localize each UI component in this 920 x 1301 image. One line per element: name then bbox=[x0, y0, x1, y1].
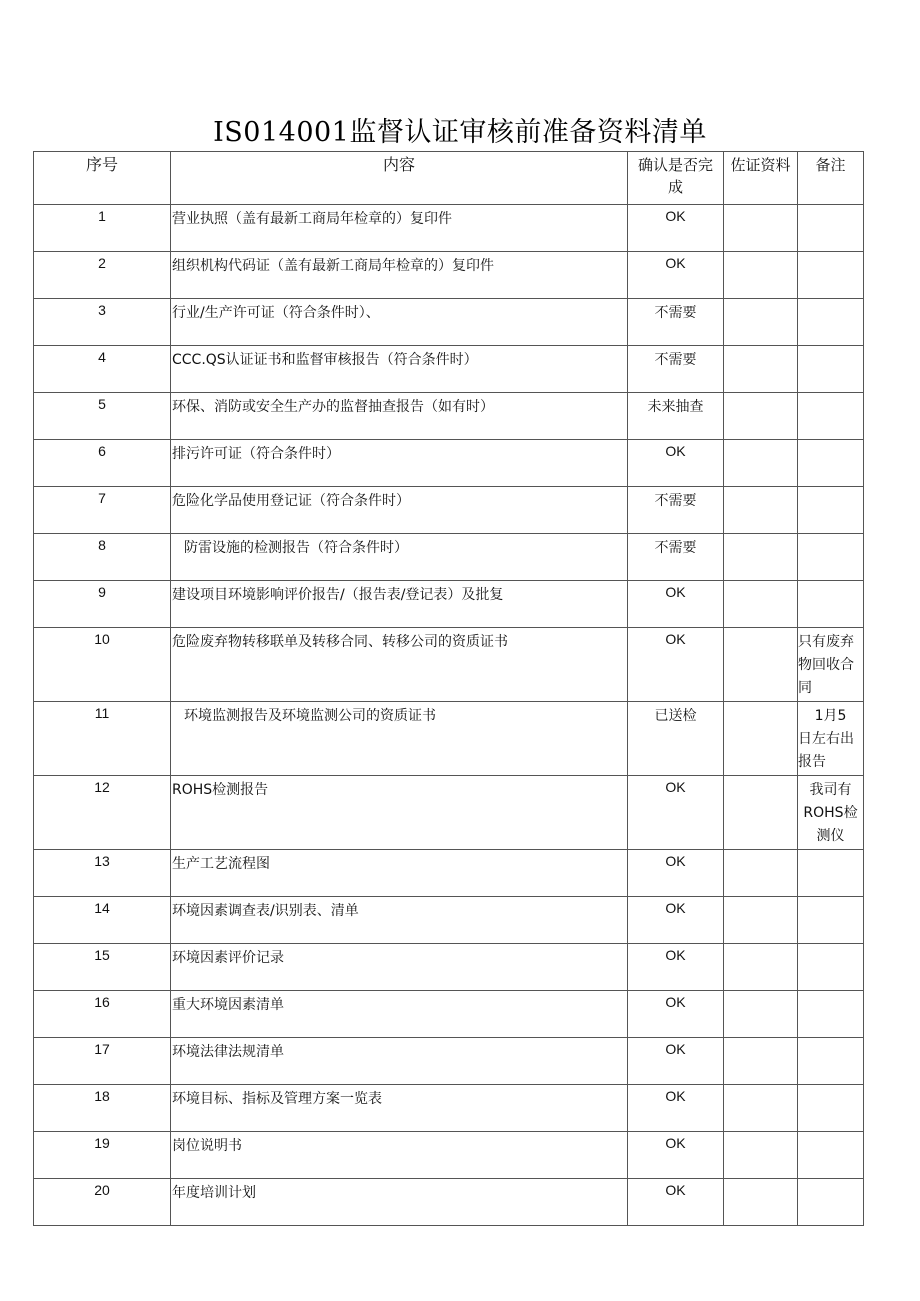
row-confirm: OK bbox=[628, 897, 724, 944]
header-confirm-line2: 成 bbox=[667, 178, 683, 196]
header-seq: 序号 bbox=[34, 152, 171, 205]
row-evidence bbox=[724, 897, 798, 944]
checklist-table bbox=[33, 151, 864, 1226]
row-confirm: 不需要 bbox=[628, 534, 724, 581]
row-evidence bbox=[724, 991, 798, 1038]
row-remark bbox=[798, 991, 864, 1038]
row-content: 环境因素调查表/识别表、清单 bbox=[171, 897, 628, 944]
row-content: CCC.QS认证证书和监督审核报告（符合条件时） bbox=[171, 346, 628, 393]
header-evidence: 佐证资料 bbox=[724, 152, 798, 205]
row-confirm: OK bbox=[628, 776, 724, 850]
row-seq: 16 bbox=[34, 991, 171, 1038]
row-confirm: OK bbox=[628, 1038, 724, 1085]
row-confirm: OK bbox=[628, 850, 724, 897]
table-row bbox=[34, 487, 864, 534]
row-seq: 9 bbox=[34, 581, 171, 628]
row-remark bbox=[798, 1085, 864, 1132]
row-remark bbox=[798, 393, 864, 440]
row-remark bbox=[798, 205, 864, 252]
row-content: 环境法律法规清单 bbox=[171, 1038, 628, 1085]
table-row bbox=[34, 944, 864, 991]
row-confirm: OK bbox=[628, 440, 724, 487]
row-seq: 8 bbox=[34, 534, 171, 581]
row-seq: 15 bbox=[34, 944, 171, 991]
row-evidence bbox=[724, 393, 798, 440]
row-confirm: 不需要 bbox=[628, 346, 724, 393]
row-content: 岗位说明书 bbox=[171, 1132, 628, 1179]
table-row bbox=[34, 991, 864, 1038]
row-confirm: 不需要 bbox=[628, 487, 724, 534]
row-evidence bbox=[724, 205, 798, 252]
table-row bbox=[34, 1085, 864, 1132]
row-seq: 19 bbox=[34, 1132, 171, 1179]
row-remark bbox=[798, 1179, 864, 1226]
row-seq: 20 bbox=[34, 1179, 171, 1226]
remark-line: 日左右出 bbox=[798, 731, 854, 747]
row-remark bbox=[798, 944, 864, 991]
table-row bbox=[34, 393, 864, 440]
row-evidence bbox=[724, 1179, 798, 1226]
row-remark bbox=[798, 776, 864, 850]
row-content: 危险废弃物转移联单及转移合同、转移公司的资质证书 bbox=[171, 628, 628, 702]
row-seq: 6 bbox=[34, 440, 171, 487]
row-seq: 2 bbox=[34, 252, 171, 299]
row-content: 环境监测报告及环境监测公司的资质证书 bbox=[171, 702, 628, 776]
header-content: 内容 bbox=[171, 152, 628, 205]
row-remark bbox=[798, 628, 864, 702]
row-seq: 12 bbox=[34, 776, 171, 850]
row-evidence bbox=[724, 534, 798, 581]
row-evidence bbox=[724, 944, 798, 991]
row-confirm: OK bbox=[628, 205, 724, 252]
remark-line: 1月5 bbox=[814, 708, 847, 724]
table-row bbox=[34, 534, 864, 581]
row-remark bbox=[798, 299, 864, 346]
row-remark bbox=[798, 534, 864, 581]
row-evidence bbox=[724, 776, 798, 850]
row-content: 建设项目环境影响评价报告/（报告表/登记表）及批复 bbox=[171, 581, 628, 628]
table-row bbox=[34, 1179, 864, 1226]
row-seq: 18 bbox=[34, 1085, 171, 1132]
remark-line: ROHS检 bbox=[803, 805, 858, 821]
row-evidence bbox=[724, 299, 798, 346]
row-confirm: 不需要 bbox=[628, 299, 724, 346]
document-title: IS014001监督认证审核前准备资料清单 bbox=[213, 117, 707, 148]
row-evidence bbox=[724, 1132, 798, 1179]
row-remark bbox=[798, 850, 864, 897]
row-confirm: OK bbox=[628, 581, 724, 628]
table-row bbox=[34, 776, 864, 850]
row-remark bbox=[798, 1038, 864, 1085]
row-seq: 11 bbox=[34, 702, 171, 776]
remark-line: 测仪 bbox=[816, 828, 845, 844]
remark-line: 我司有 bbox=[809, 782, 852, 798]
row-confirm: OK bbox=[628, 991, 724, 1038]
row-evidence bbox=[724, 1038, 798, 1085]
table-row bbox=[34, 346, 864, 393]
row-seq: 17 bbox=[34, 1038, 171, 1085]
table-row bbox=[34, 1038, 864, 1085]
row-seq: 3 bbox=[34, 299, 171, 346]
row-confirm: OK bbox=[628, 1085, 724, 1132]
table-row bbox=[34, 897, 864, 944]
row-content: 环保、消防或安全生产办的监督抽查报告（如有时） bbox=[171, 393, 628, 440]
row-content: 危险化学品使用登记证（符合条件时） bbox=[171, 487, 628, 534]
row-evidence bbox=[724, 702, 798, 776]
row-content: 环境目标、指标及管理方案一览表 bbox=[171, 1085, 628, 1132]
table-row bbox=[34, 702, 864, 776]
row-remark bbox=[798, 440, 864, 487]
header-remark: 备注 bbox=[798, 152, 864, 205]
row-content: 生产工艺流程图 bbox=[171, 850, 628, 897]
row-remark bbox=[798, 1132, 864, 1179]
table-row bbox=[34, 850, 864, 897]
row-seq: 4 bbox=[34, 346, 171, 393]
row-content: ROHS检测报告 bbox=[171, 776, 628, 850]
row-content: 年度培训计划 bbox=[171, 1179, 628, 1226]
row-evidence bbox=[724, 628, 798, 702]
row-evidence bbox=[724, 581, 798, 628]
row-evidence bbox=[724, 1085, 798, 1132]
row-content: 环境因素评价记录 bbox=[171, 944, 628, 991]
table-row bbox=[34, 252, 864, 299]
row-evidence bbox=[724, 850, 798, 897]
row-remark bbox=[798, 252, 864, 299]
row-evidence bbox=[724, 440, 798, 487]
row-confirm: OK bbox=[628, 1179, 724, 1226]
row-remark bbox=[798, 487, 864, 534]
row-seq: 5 bbox=[34, 393, 171, 440]
table-row bbox=[34, 628, 864, 702]
row-confirm: 未来抽查 bbox=[628, 393, 724, 440]
remark-line: 报告 bbox=[798, 754, 826, 770]
row-remark bbox=[798, 346, 864, 393]
row-remark bbox=[798, 581, 864, 628]
row-remark bbox=[798, 702, 864, 776]
row-confirm: OK bbox=[628, 1132, 724, 1179]
remark-line: 同 bbox=[798, 680, 812, 696]
row-content: 组织机构代码证（盖有最新工商局年检章的）复印件 bbox=[171, 252, 628, 299]
row-content: 重大环境因素清单 bbox=[171, 991, 628, 1038]
row-seq: 7 bbox=[34, 487, 171, 534]
table-row bbox=[34, 299, 864, 346]
row-evidence bbox=[724, 252, 798, 299]
table-row bbox=[34, 440, 864, 487]
row-confirm: OK bbox=[628, 252, 724, 299]
table-row bbox=[34, 581, 864, 628]
header-row bbox=[34, 152, 864, 205]
row-seq: 13 bbox=[34, 850, 171, 897]
row-confirm: OK bbox=[628, 944, 724, 991]
row-content: 防雷设施的检测报告（符合条件时） bbox=[171, 534, 628, 581]
row-content: 行业/生产许可证（符合条件时）、 bbox=[171, 299, 628, 346]
header-confirm bbox=[628, 152, 724, 205]
row-confirm: 已送检 bbox=[628, 702, 724, 776]
row-seq: 10 bbox=[34, 628, 171, 702]
table-row bbox=[34, 1132, 864, 1179]
row-remark bbox=[798, 897, 864, 944]
row-seq: 1 bbox=[34, 205, 171, 252]
row-content: 排污许可证（符合条件时） bbox=[171, 440, 628, 487]
row-confirm: OK bbox=[628, 628, 724, 702]
header-confirm-line1: 确认是否完 bbox=[637, 156, 713, 174]
row-seq: 14 bbox=[34, 897, 171, 944]
row-evidence bbox=[724, 346, 798, 393]
remark-line: 物回收合 bbox=[798, 657, 854, 673]
row-content: 营业执照（盖有最新工商局年检章的）复印件 bbox=[171, 205, 628, 252]
row-evidence bbox=[724, 487, 798, 534]
remark-line: 只有废弃 bbox=[798, 634, 854, 650]
table-row bbox=[34, 205, 864, 252]
